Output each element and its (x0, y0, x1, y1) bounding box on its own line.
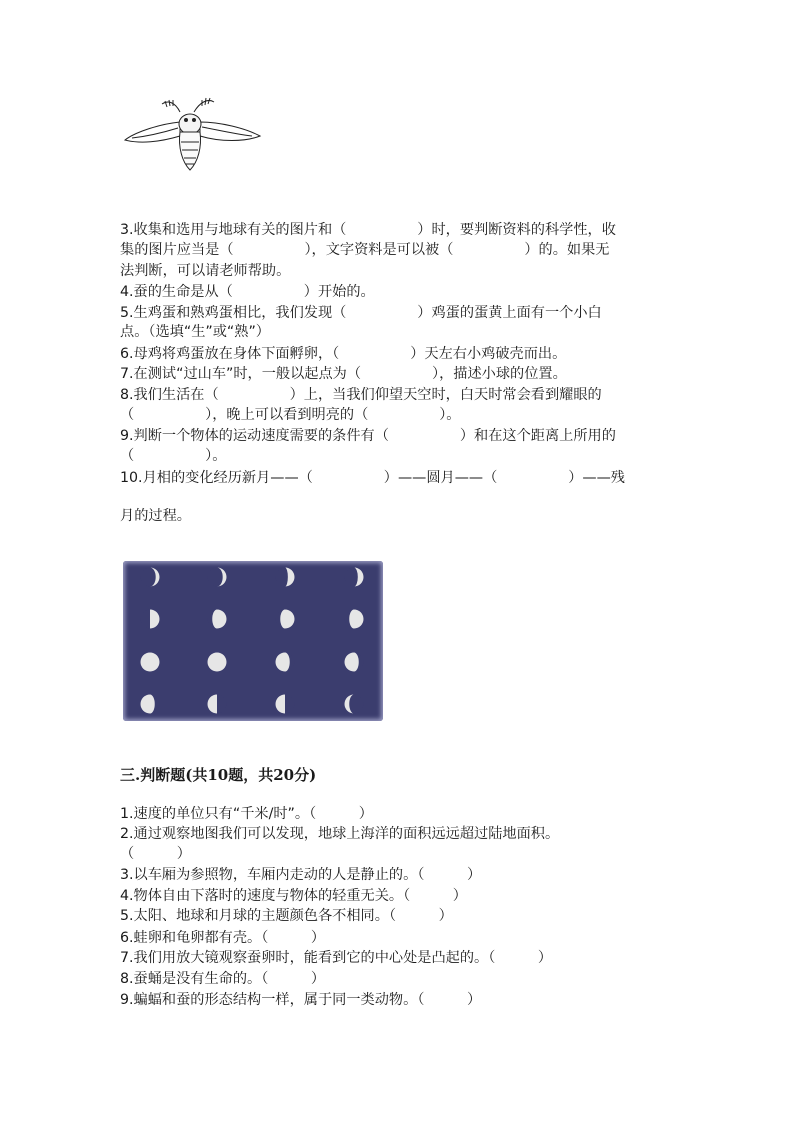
moon-waning-gibbous (345, 653, 364, 672)
question-8-line-2: （ ），晚上可以看到明亮的（ ）。 (120, 407, 461, 423)
question-3-line-1: 3.收集和选用与地球有关的图片和（ ）时，要判断资料的科学性，收 (120, 222, 616, 238)
question-4: 4.蚕的生命是从（ ）开始的。 (120, 284, 375, 300)
question-3-line-2: 集的图片应当是（ ），文字资料是可以被（ ）的。如果无 (120, 242, 610, 258)
moon-waning-gibbous (141, 695, 160, 714)
judge-item-2: 2.通过观察地图我们可以发现，地球上海洋的面积远远超过陆地面积。 (120, 826, 560, 842)
section-3-title: 三.判断题(共10题，共20分) (120, 766, 317, 784)
judge-item-2-cont: （ ） (120, 846, 191, 862)
question-6: 6.母鸡将鸡蛋放在身体下面孵卵，（ ）天左右小鸡破壳而出。 (120, 346, 567, 362)
question-5-line-1: 5.生鸡蛋和熟鸡蛋相比，我们发现（ ）鸡蛋的蛋黄上面有一个小白 (120, 305, 602, 321)
moon-waning-gibbous (276, 653, 295, 672)
question-7: 7.在测试“过山车”时，一般以起点为（ ），描述小球的位置。 (120, 366, 567, 382)
judge-item-7: 7.我们用放大镜观察蚕卵时，能看到它的中心处是凸起的。（ ） (120, 950, 553, 966)
moon-first-quarter-thin (276, 568, 295, 587)
moon-full (208, 653, 227, 672)
judge-item-4: 4.物体自由下落时的速度与物体的轻重无关。（ ） (120, 888, 467, 904)
moon-waxing-crescent (208, 568, 227, 587)
question-9-line-1: 9.判断一个物体的运动速度需要的条件有（ ）和在这个距离上所用的 (120, 428, 616, 444)
moon-first-quarter (141, 610, 160, 629)
moon-last-quarter (208, 695, 227, 714)
judge-item-9: 9.蝙蝠和蚕的形态结构一样，属于同一类动物。（ ） (120, 992, 482, 1008)
moon-waning-crescent (345, 695, 364, 714)
judge-item-6: 6.蛙卵和龟卵都有壳。（ ） (120, 930, 326, 946)
moon-waxing-crescent-thick (345, 568, 364, 587)
silkmoth-illustration (120, 92, 265, 177)
question-10-line-1: 10.月相的变化经历新月——（ ）——圆月——（ ）——残 (120, 470, 625, 486)
question-9-line-2: （ ）。 (120, 448, 227, 464)
moon-phases-image (123, 561, 383, 721)
moon-waxing-gibbous (208, 610, 227, 629)
judge-item-8: 8.蚕蛹是没有生命的。（ ） (120, 971, 326, 987)
moon-waxing-crescent (141, 568, 160, 587)
question-8-line-1: 8.我们生活在（ ）上，当我们仰望天空时，白天时常会看到耀眼的 (120, 387, 602, 403)
judge-item-5: 5.太阳、地球和月球的主题颜色各不相同。（ ） (120, 908, 453, 924)
moon-full (141, 653, 160, 672)
moon-phases-grid (123, 561, 383, 721)
question-5-line-2: 点。（选填“生”或“熟”） (120, 324, 270, 340)
question-3-line-3: 法判断，可以请老师帮助。 (120, 263, 291, 279)
judge-item-3: 3.以车厢为参照物，车厢内走动的人是静止的。（ ） (120, 867, 482, 883)
question-10-line-2: 月的过程。 (120, 508, 191, 524)
moon-waxing-gibbous (276, 610, 295, 629)
moon-last-quarter (276, 695, 295, 714)
moon-waxing-gibbous (345, 610, 364, 629)
judge-item-1: 1.速度的单位只有“千米/时”。（ ） (120, 806, 373, 822)
